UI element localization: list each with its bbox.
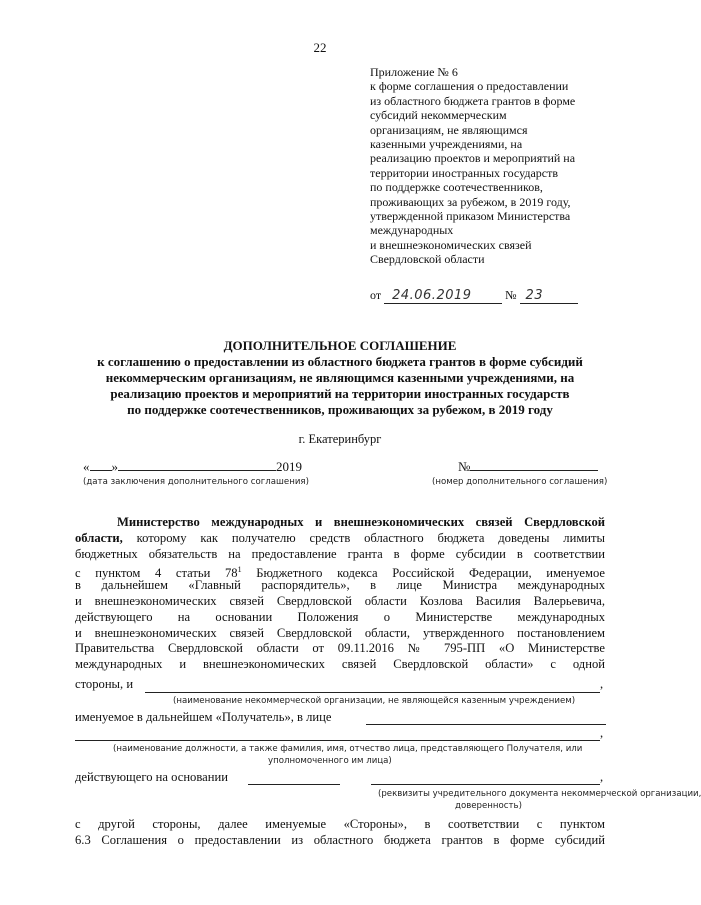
quote-open: « [83, 459, 90, 474]
appendix-line: к форме соглашения о предоставлении [370, 79, 569, 94]
sides-prefix: стороны, и [75, 677, 134, 691]
appendix-line: субсидий некоммерческим [370, 108, 507, 123]
person-caption: уполномоченного им лица) [268, 756, 392, 766]
agreement-body [75, 515, 605, 673]
from-prefix: от [370, 288, 382, 302]
order-date-handwritten: 24.06.2019 [392, 288, 472, 303]
body-line: и внешнеэкономических связей Свердловской области, утвержденного постановлением [75, 625, 605, 640]
title-sub-line: реализацию проектов и мероприятий на территории иностранных государств [110, 386, 570, 401]
basis-caption: (реквизиты учредительного документа некоммерческой организации, [378, 789, 701, 799]
appendix-line: из областного бюджета грантов в форме [370, 93, 576, 108]
appendix-order-date-row [370, 288, 578, 304]
body-fragment: Бюджетного кодекса Российской Федерации, именуемое [241, 566, 605, 581]
body-fragment: которому как получателю средств областного бюджета доведены лимиты [136, 530, 605, 545]
body-line [75, 531, 605, 547]
basis-document-field[interactable] [371, 784, 600, 785]
appendix-line: и внешнеэкономических связей [370, 237, 532, 252]
appendix-line: организациям, не являющимся [370, 122, 528, 137]
appendix-line: утвержденной приказом Министерства [370, 209, 571, 224]
comma: , [600, 726, 604, 740]
comma: , [600, 677, 604, 691]
body-line: действующего на основании Положения о Министерстве международных [75, 609, 605, 624]
basis-caption: доверенность) [455, 801, 522, 811]
recipient-prefix: именуемое в дальнейшем «Получатель», в лице [75, 710, 332, 724]
number-caption: (номер дополнительного соглашения) [432, 477, 608, 487]
appendix-line: проживающих за рубежом, в 2019 году, [370, 194, 571, 209]
recipient-person-field[interactable] [366, 724, 606, 725]
appendix-line: Приложение № 6 [370, 65, 458, 79]
document-title [60, 338, 620, 418]
body-line: Правительства Свердловской области от 09.11.2016 № 795-ПП «О Министерстве [75, 641, 605, 656]
recipient-person-field-cont[interactable] [75, 740, 600, 741]
quote-close: » [111, 459, 118, 474]
org-caption: (наименование некоммерческой организации, не являющейся казенным учреждением) [173, 696, 576, 706]
body-line [75, 562, 605, 581]
body-fragment: с пунктом 4 статьи 78 [75, 566, 238, 581]
body-line: международных и внешнеэкономических связей Свердловской области» с одной [75, 657, 605, 672]
title-sub-line: к соглашению о предоставлении из областного бюджета грантов в форме субсидий [97, 354, 583, 369]
basis-prefix: действующего на основании [75, 770, 228, 784]
title-sub-line: некоммерческим организациям, не являющимся казенными учреждениями, на [105, 370, 575, 385]
body-line: и внешнеэкономических связей Свердловской области Козлова Василия Валерьевича, [75, 593, 605, 608]
body-line: с другой стороны, далее именуемые «Стороны», в соответствии с пунктом [75, 817, 605, 831]
agreement-year: 2019 [276, 459, 302, 474]
agreement-number-field[interactable] [458, 458, 598, 475]
city: г. Екатеринбург [298, 432, 382, 446]
appendix-line: территории иностранных государств [370, 165, 559, 180]
body-line: Министерство международных и внешнеэкономических связей Свердловской [117, 515, 605, 529]
date-caption: (дата заключения дополнительного соглашения) [83, 477, 309, 487]
person-caption: (наименование должности, а также фамилия, имя, отчество лица, представляющего Получателя, или [113, 744, 583, 754]
appendix-line: международных [370, 223, 454, 238]
body-line: 6.3 Соглашения о предоставлении из областного бюджета грантов в форме субсидий [75, 832, 605, 847]
org-name-field[interactable] [145, 692, 600, 693]
appendix-line: Свердловской области [370, 252, 485, 267]
appendix-line: по поддержке соотечественников, [370, 180, 543, 195]
agreement-body-continued [75, 817, 605, 849]
body-line: бюджетных обязательств на предоставление гранта в форме субсидии в соответствии [75, 546, 605, 561]
article-superscript: 1 [237, 565, 242, 575]
number-sign: № [458, 459, 471, 474]
comma: , [600, 770, 604, 784]
agreement-date-field[interactable] [83, 458, 302, 475]
appendix-line: реализацию проектов и мероприятий на [370, 151, 576, 166]
appendix-block [370, 65, 620, 267]
appendix-line: казенными учреждениями, на [370, 137, 523, 152]
title-main: ДОПОЛНИТЕЛЬНОЕ СОГЛАШЕНИЕ [223, 338, 457, 353]
basis-field-short[interactable] [248, 784, 340, 785]
title-sub-line: по поддержке соотечественников, проживающих за рубежом, в 2019 году [127, 402, 553, 417]
body-line: в дальнейшем «Главный распорядитель», в лице Министра международных [75, 578, 605, 593]
number-prefix: № [505, 288, 517, 302]
body-bold-fragment: области, [75, 530, 123, 545]
page-number: 22 [313, 40, 327, 55]
order-number-handwritten: 23 [525, 288, 544, 303]
